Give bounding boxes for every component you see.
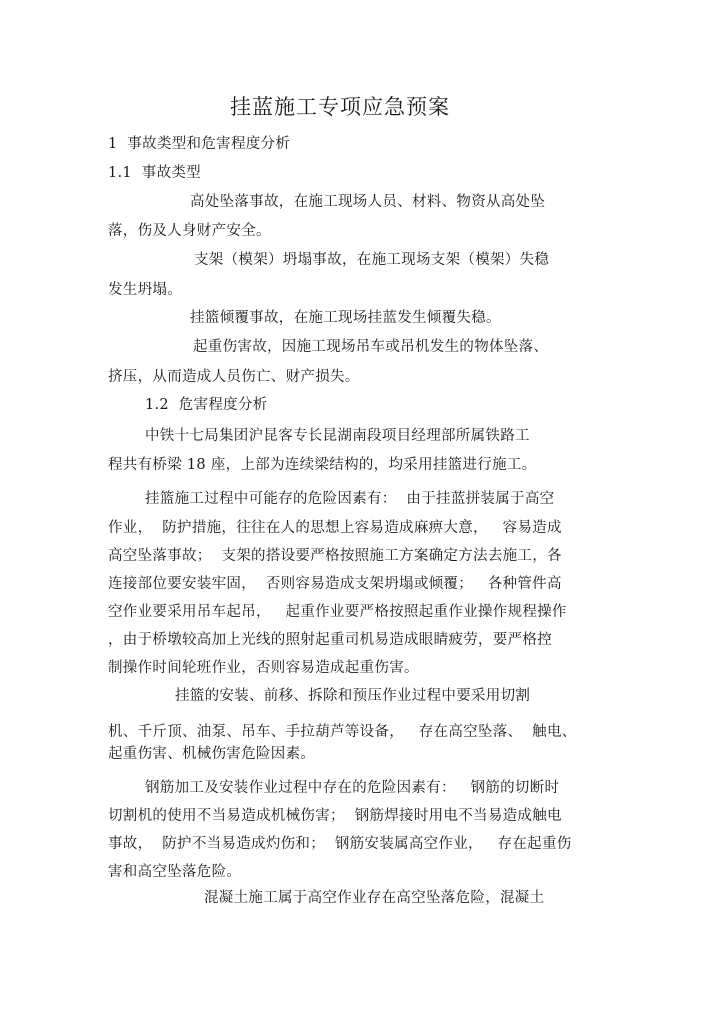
paragraph-line: 支架（模架）坍塌事故，在施工现场支架（模架）失稳 xyxy=(194,252,550,268)
paragraph-line: 高处坠落事故，在施工现场人员、材料、物资从高处坠 xyxy=(190,194,546,210)
paragraph-line: 起重伤害、机械伤害危险因素。 xyxy=(108,746,316,762)
paragraph-line: 挂篮施工过程中可能存的危险因素有： 由于挂蓝拼装属于高空 xyxy=(145,491,555,507)
section-heading: 1 事故类型和危害程度分析 xyxy=(108,136,291,152)
paragraph-line: 发生坍塌。 xyxy=(108,282,182,298)
paragraph-line: 制操作时间轮班作业，否则容易造成起重伤害。 xyxy=(108,660,419,676)
paragraph-line: 挂篮的安装、前移、拆除和预压作业过程中要采用切割 xyxy=(175,688,531,704)
paragraph-line: 挤压，从而造成人员伤亡、财产损失。 xyxy=(108,369,360,385)
paragraph-line: 害和高空坠落危险。 xyxy=(108,864,242,880)
paragraph-line: 起重伤害故，因施工现场吊车或吊机发生的物体坠落、 xyxy=(193,339,549,355)
document-title: 挂蓝施工专项应急预案 xyxy=(230,95,450,119)
paragraph-line: 高空坠落事故； 支架的搭设要严格按照施工方案确定方法去施工，各 xyxy=(108,548,562,564)
paragraph-line: 混凝土施工属于高空作业存在高空坠落危险，混凝土 xyxy=(204,890,545,906)
paragraph-line: 连接部位要安装牢固， 否则容易造成支架坍塌或倾覆； 各种管件高 xyxy=(108,576,562,592)
paragraph-line: 挂篮倾覆事故，在施工现场挂蓝发生倾覆失稳。 xyxy=(190,310,501,326)
paragraph-line: 空作业要采用吊车起吊， 起重作业要严格按照起重作业操作规程操作 xyxy=(108,604,567,620)
paragraph-line: 落，伤及人身财产安全。 xyxy=(108,223,271,239)
subsection-heading: 1.1 事故类型 xyxy=(108,165,201,181)
paragraph-line: 作业， 防护措施，往往在人的思想上容易造成麻痹大意， 容易造成 xyxy=(108,520,562,536)
paragraph-line: 事故， 防护不当易造成灼伤和； 钢筋安装属高空作业， 存在起重伤 xyxy=(108,836,572,852)
paragraph-line: 机、千斤顶、油泵、吊车、手拉葫芦等设备， 存在高空坠落、 触电、 xyxy=(108,724,577,740)
paragraph-line: 钢筋加工及安装作业过程中存在的危险因素有： 钢筋的切断时 xyxy=(145,780,560,796)
subsection-heading: 1.2 危害程度分析 xyxy=(145,397,268,413)
paragraph-line: 切割机的使用不当易造成机械伤害； 钢筋焊接时用电不当易造成触电 xyxy=(108,808,562,824)
paragraph-line: ，由于桥墩较高加上光线的照射起重司机易造成眼睛疲劳，要严格控 xyxy=(108,632,552,648)
paragraph-line: 程共有桥梁 18 座，上部为连续梁结构的，均采用挂篮进行施工。 xyxy=(108,457,537,473)
paragraph-line: 中铁十七局集团沪昆客专长昆湖南段项目经理部所属铁路工 xyxy=(145,428,530,444)
